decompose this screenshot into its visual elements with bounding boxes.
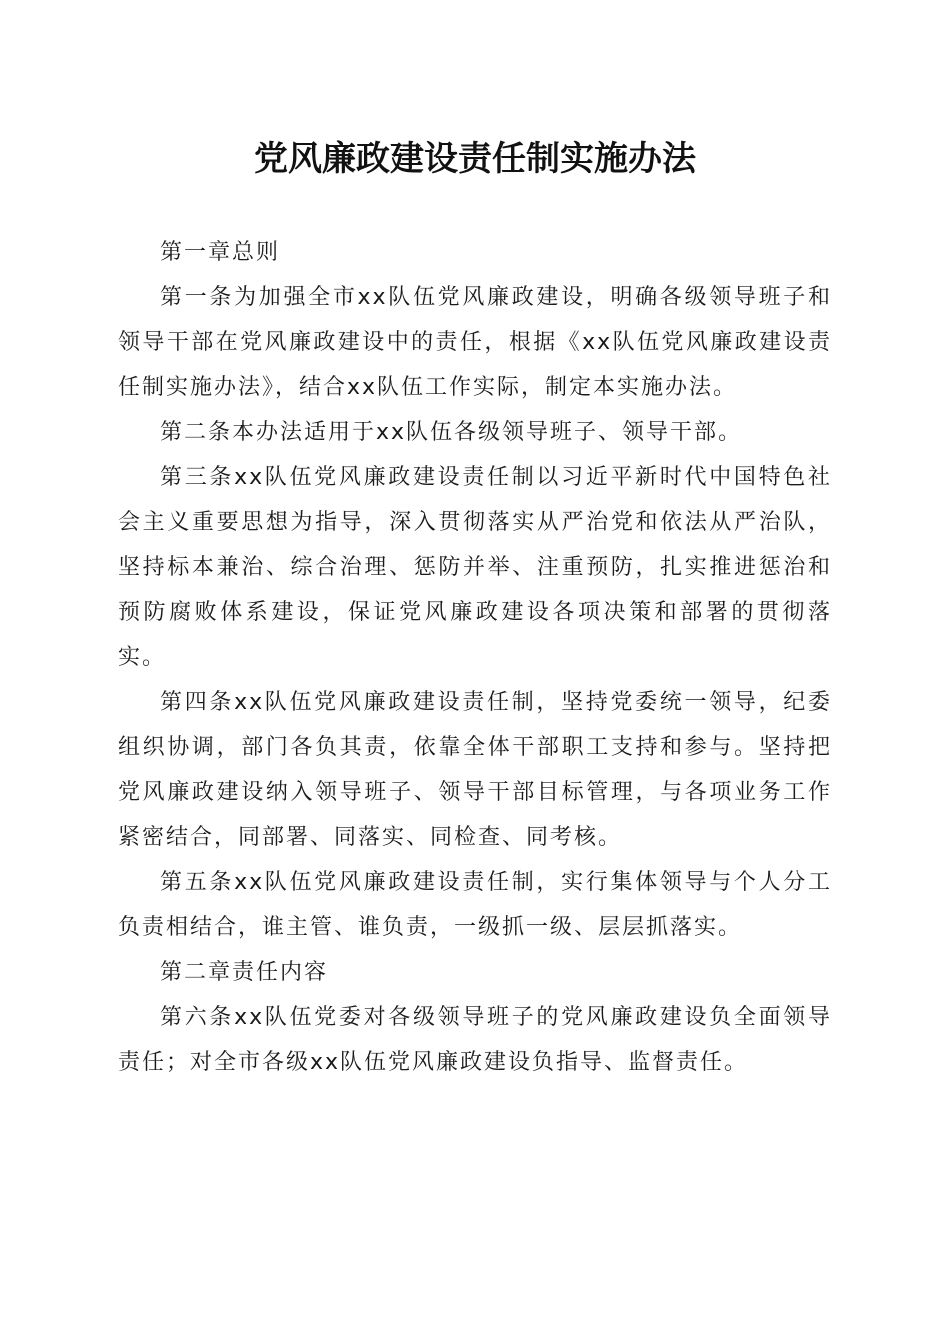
article-6: 第六条xx队伍党委对各级领导班子的党风廉政建设负全面领导责任；对全市各级xx队伍党风廉政建设负指导、监督责任。 <box>118 1005 832 1075</box>
chapter-heading-1: 第一章总则 <box>160 240 281 265</box>
document-title: 党风廉政建设责任制实施办法 <box>254 139 696 179</box>
document-body <box>118 230 832 1085</box>
article-2: 第二条本办法适用于xx队伍各级领导班子、领导干部。 <box>160 420 743 445</box>
article-5: 第五条xx队伍党风廉政建设责任制，实行集体领导与个人分工负责相结合，谁主管、谁负责，一级抓一级、层层抓落实。 <box>118 870 832 940</box>
chapter-heading-2: 第二章责任内容 <box>160 960 329 985</box>
article-3: 第三条xx队伍党风廉政建设责任制以习近平新时代中国特色社会主义重要思想为指导，深入贯彻落实从严治党和依法从严治队，坚持标本兼治、综合治理、惩防并举、注重预防，扎实推进惩治和预防腐败体系建设，保证党风廉政建设各项决策和部署的贯彻落实。 <box>118 465 832 670</box>
article-1: 第一条为加强全市xx队伍党风廉政建设，明确各级领导班子和领导干部在党风廉政建设中的责任，根据《xx队伍党风廉政建设责任制实施办法》，结合xx队伍工作实际，制定本实施办法。 <box>118 285 832 400</box>
article-4: 第四条xx队伍党风廉政建设责任制，坚持党委统一领导，纪委组织协调，部门各负其责，依靠全体干部职工支持和参与。坚持把党风廉政建设纳入领导班子、领导干部目标管理，与各项业务工作紧密结合，同部署、同落实、同检查、同考核。 <box>118 690 832 850</box>
